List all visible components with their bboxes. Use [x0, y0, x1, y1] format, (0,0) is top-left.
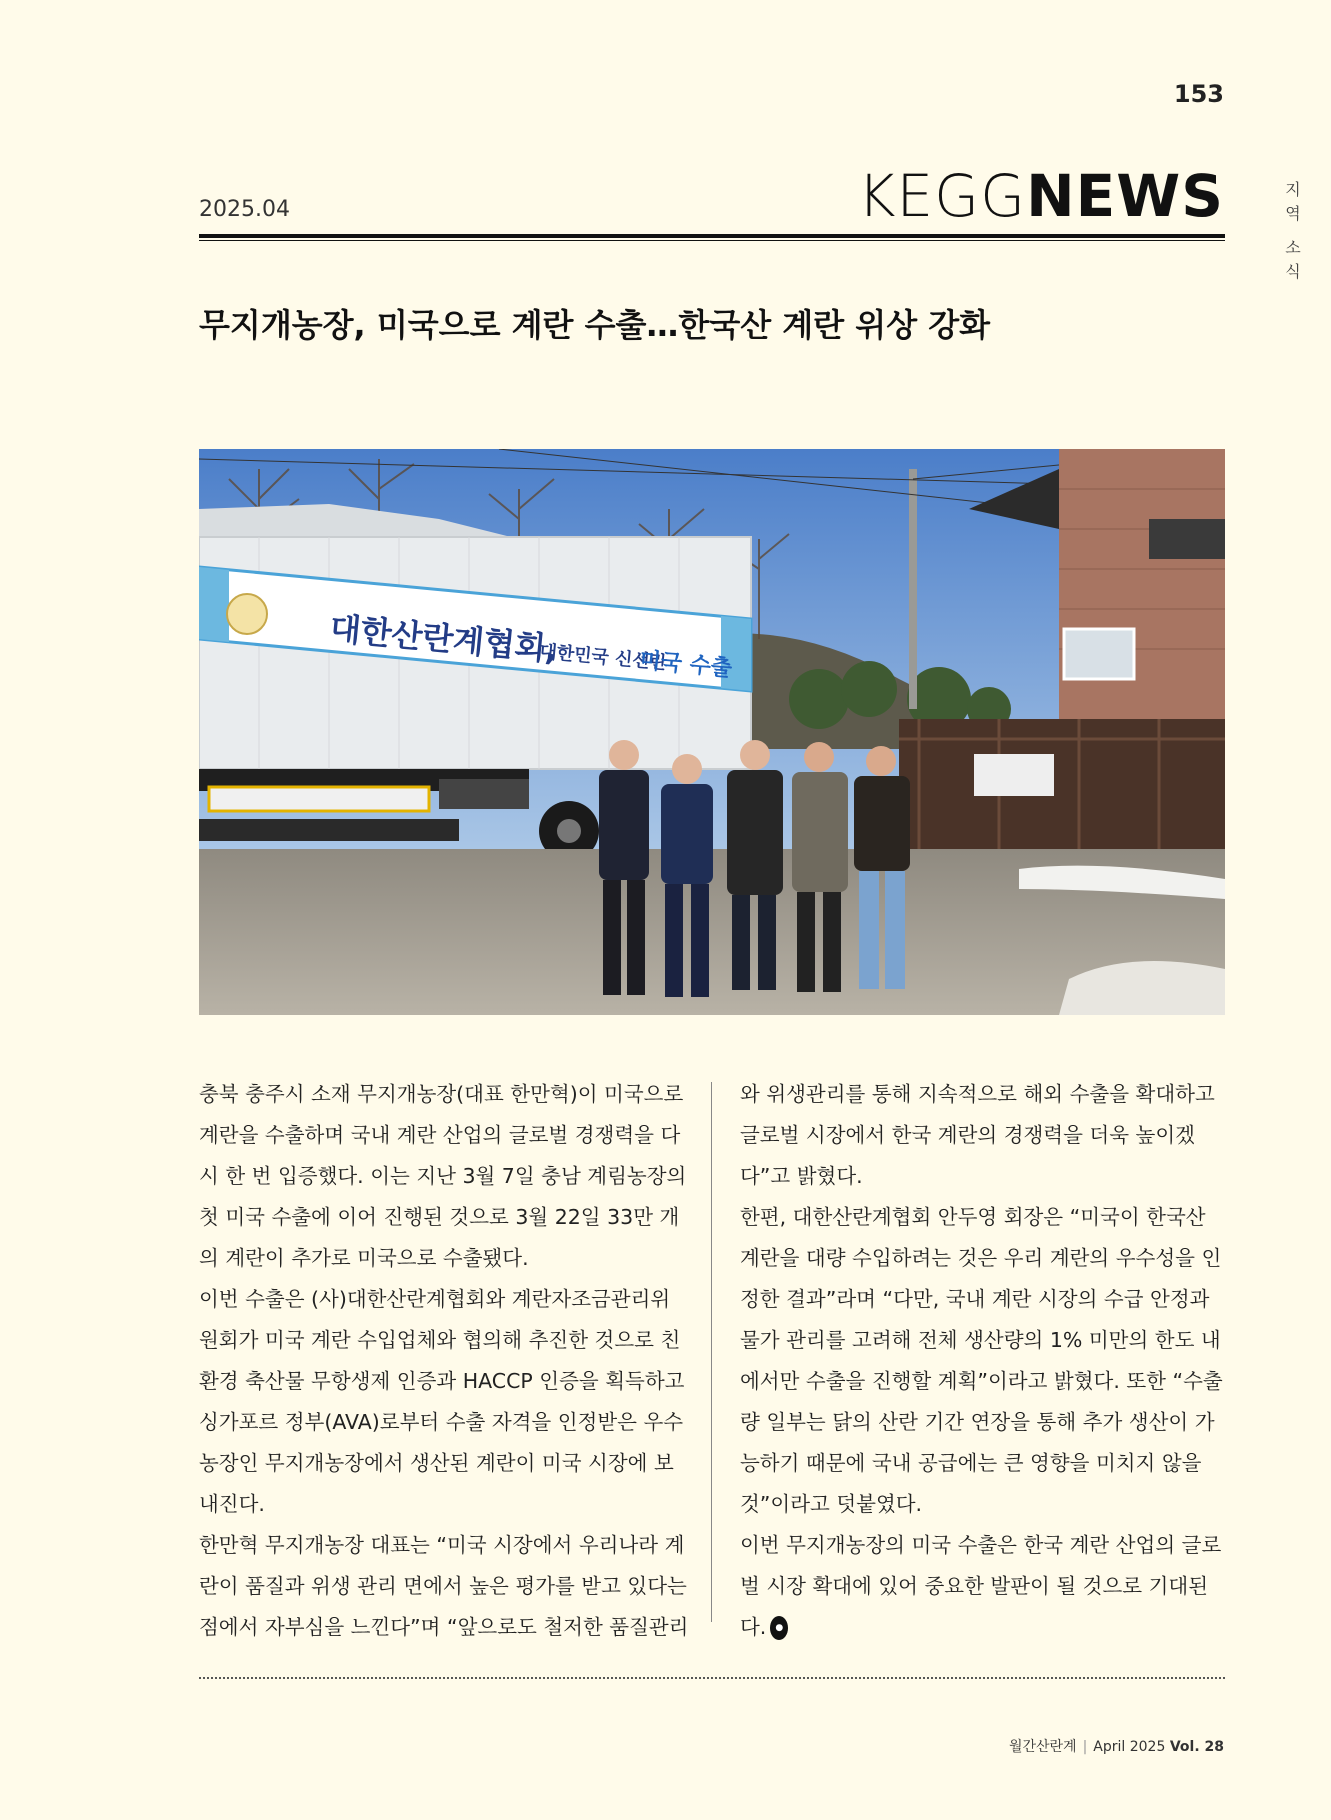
body-paragraph-last [740, 1525, 1230, 1648]
banner-main-text: 대한산란계협회, [328, 609, 560, 669]
page-footer: 월간산란계 | April 2025 Vol. 28 [1008, 1739, 1224, 1755]
masthead-news: NEWS [1026, 162, 1224, 230]
side-label-char: 지 [1285, 180, 1301, 199]
article-photo [199, 449, 1225, 1015]
side-label-char: 식 [1285, 262, 1301, 281]
masthead-logo [858, 164, 1225, 228]
side-label-char: 소 [1285, 238, 1301, 257]
body-column-right [740, 1074, 1230, 1648]
footer-magazine-name: 월간산란계 [1008, 1739, 1077, 1755]
body-paragraph: 한편, 대한산란계협회 안두영 회장은 “미국이 한국산 계란을 대량 수입하려는 것은 우리 계란의 우수성을 인정한 결과”라며 “다만, 국내 계란 시장의 수급 안정과 물가 관리를 고려해 전체 생산량의 1% 미만의 한도 내에서만 수출을 진행할 계획”이라고 밝혔다. 또한 “수출량 일부는 닭의 산란 기간 연장을 통해 추가 생산이 가능하기 때문에 국내 공급에는 큰 영향을 미치지 않을 것”이라고 덧붙였다. [740, 1205, 1223, 1516]
body-paragraph-text: 이번 무지개농장의 미국 수출은 한국 계란 산업의 글로벌 시장 확대에 있어 중요한 발판이 될 것으로 기대된다. [740, 1533, 1222, 1639]
page-number: 153 [1173, 80, 1224, 108]
footer-divider [199, 1677, 1225, 1679]
column-divider [711, 1082, 712, 1622]
body-paragraph: 충북 충주시 소재 무지개농장(대표 한만혁)이 미국으로 계란을 수출하며 국내 계란 산업의 글로벌 경쟁력을 다시 한 번 입증했다. 이는 지난 3월 7일 충남 계림농장의 첫 미국 수출에 이어 진행된 것으로 3월 22일 33만 개의 계란이 추가로 미국으로 수출됐다. [199, 1082, 687, 1270]
banner-sub-text: 대한민국 신선란 [538, 641, 668, 675]
banner-accent-text: 미국 수출 [638, 648, 734, 682]
body-paragraph: 와 위생관리를 통해 지속적으로 해외 수출을 확대하고 글로벌 시장에서 한국 계란의 경쟁력을 더욱 높이겠다”고 밝혔다. [740, 1082, 1215, 1188]
body-paragraph: 이번 수출은 (사)대한산란계협회와 계란자조금관리위원회가 미국 계란 수입업체와 협의해 추진한 것으로 친환경 축산물 무항생제 인증과 HACCP 인증을 획득하고 싱가포르 정부(AVA)로부터 수출 자격을 인정받은 우수 농장인 무지개농장에서 생산된 계란이 미국 시장에 보내진다. [199, 1287, 685, 1516]
masthead-kegg: KEGG [857, 162, 1027, 230]
side-label-char: 역 [1285, 204, 1301, 223]
body-column-left [199, 1074, 689, 1648]
article-end-icon: ● [770, 1616, 788, 1640]
article-headline: 무지개농장, 미국으로 계란 수출…한국산 계란 위상 강화 [199, 306, 991, 344]
footer-month: April 2025 [1093, 1739, 1166, 1755]
body-paragraph: 한만혁 무지개농장 대표는 “미국 시장에서 우리나라 계란이 품질과 위생 관리 면에서 높은 평가를 받고 있다는 점에서 자부심을 느낀다”며 “앞으로도 철저한 품질관리 [199, 1533, 689, 1639]
issue-date: 2025.04 [199, 197, 290, 222]
footer-volume: Vol. 28 [1169, 1739, 1224, 1755]
section-side-label [1283, 178, 1303, 284]
header-rule-thin [199, 240, 1225, 241]
header-rule [199, 234, 1225, 238]
